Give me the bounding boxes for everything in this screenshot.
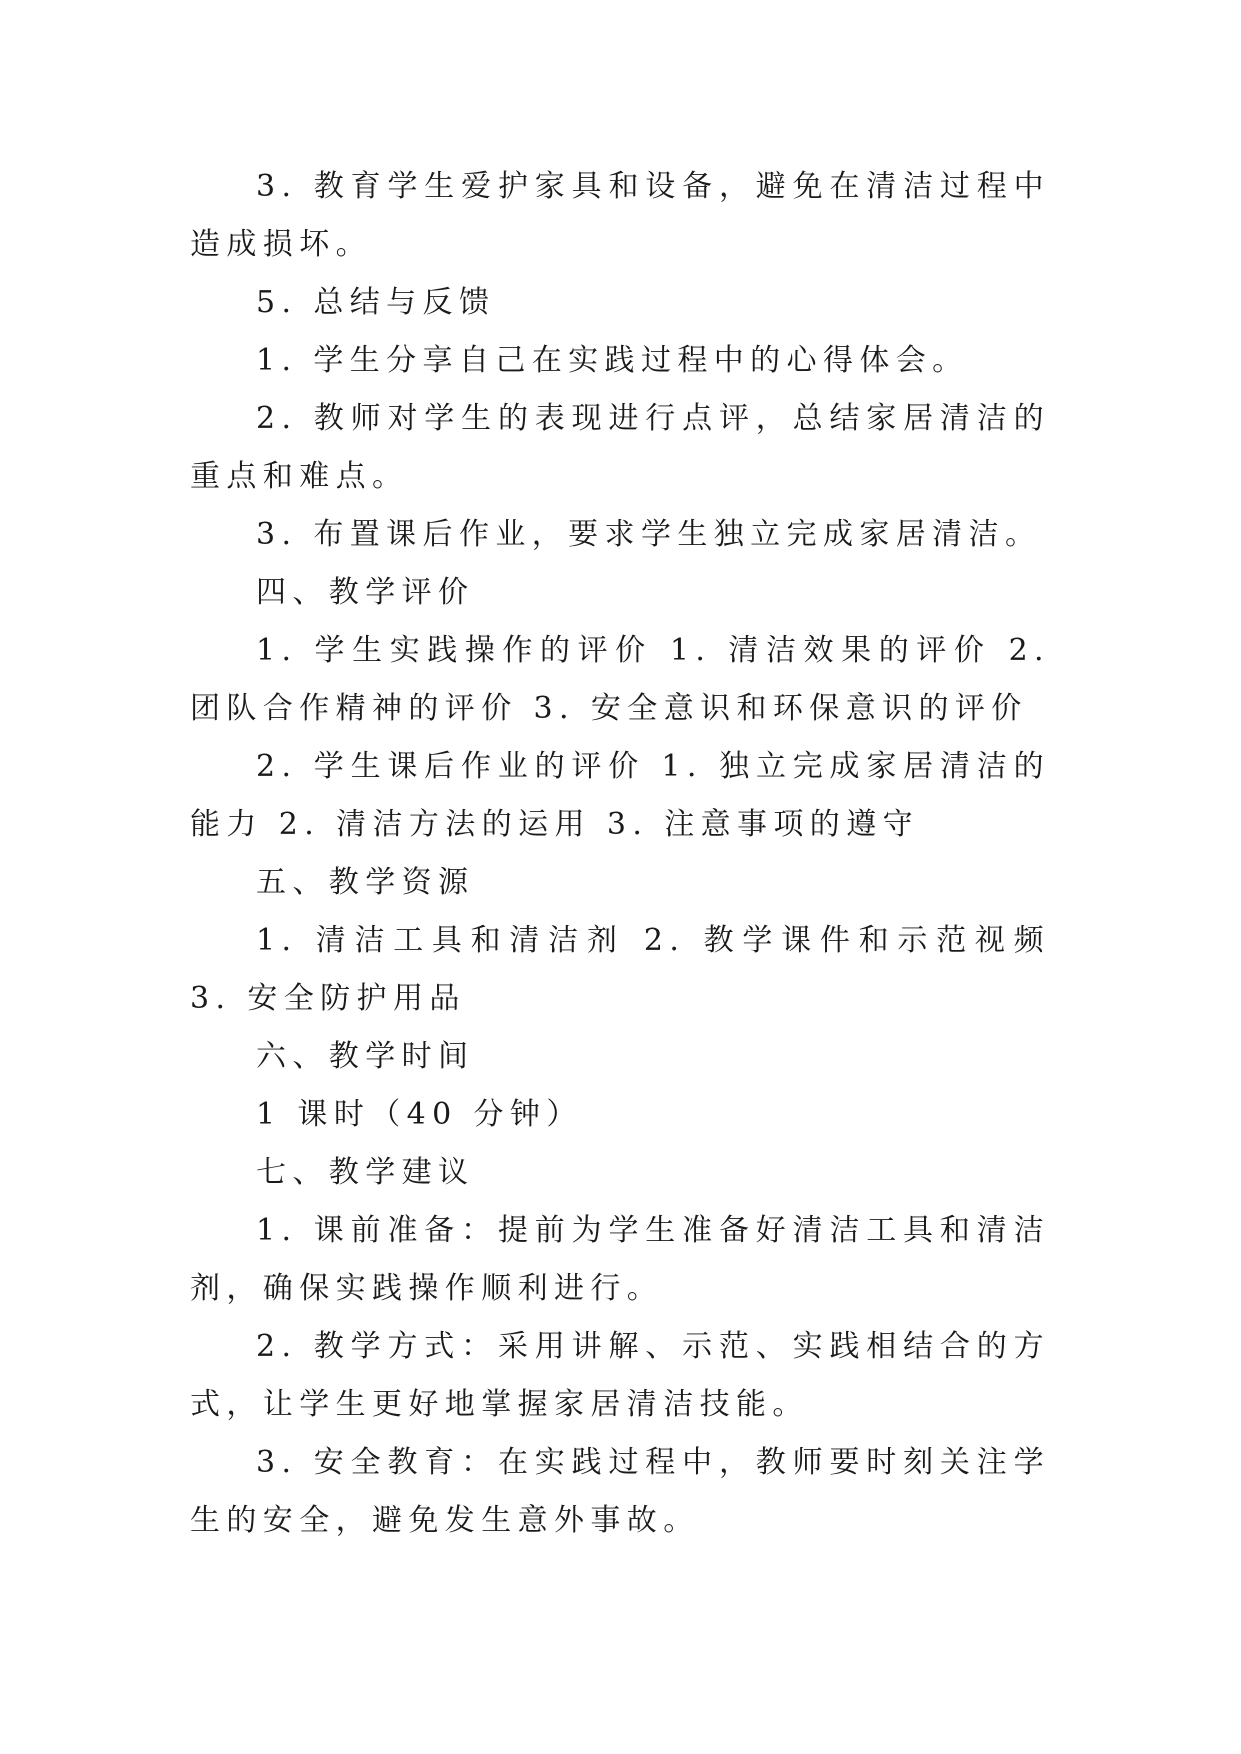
paragraph-suggestion-preparation: 1. 课前准备：提前为学生准备好清洁工具和清洁剂，确保实践操作顺利进行。 [190, 1213, 1050, 1306]
paragraph-time-value: 1 课时（40 分钟） [256, 1097, 583, 1132]
paragraph-item-3-homework: 3. 布置课后作业，要求学生独立完成家居清洁。 [256, 517, 1042, 552]
paragraph-suggestion-safety: 3. 安全教育：在实践过程中，教师要时刻关注学生的安全，避免发生意外事故。 [190, 1445, 1050, 1538]
paragraph-item-2-teacher-review: 2. 教师对学生的表现进行点评，总结家居清洁的重点和难点。 [190, 401, 1050, 494]
section-heading-time: 六、教学时间 [256, 1039, 475, 1074]
paragraph-resources-list: 1. 清洁工具和清洁剂 2. 教学课件和示范视频 3. 安全防护用品 [190, 923, 1050, 1016]
section-heading-evaluation: 四、教学评价 [256, 575, 475, 610]
paragraph-evaluation-homework: 2. 学生课后作业的评价 1. 独立完成家居清洁的能力 2. 清洁方法的运用 3. 注意事项的遵守 [190, 749, 1050, 842]
section-heading-suggestions: 七、教学建议 [256, 1155, 475, 1190]
paragraph-suggestion-method: 2. 教学方式：采用讲解、示范、实践相结合的方式，让学生更好地掌握家居清洁技能。 [190, 1329, 1050, 1422]
paragraph-item-1-share-experience: 1. 学生分享自己在实践过程中的心得体会。 [256, 343, 969, 378]
document-page [190, 158, 1050, 1550]
section-heading-summary-feedback: 5. 总结与反馈 [256, 285, 496, 320]
section-heading-resources: 五、教学资源 [256, 865, 475, 900]
paragraph-evaluation-practice: 1. 学生实践操作的评价 1. 清洁效果的评价 2. 团队合作精神的评价 3. 安全意识和环保意识的评价 [190, 633, 1050, 726]
paragraph-item-3-protect-furniture: 3. 教育学生爱护家具和设备，避免在清洁过程中造成损坏。 [190, 169, 1050, 262]
